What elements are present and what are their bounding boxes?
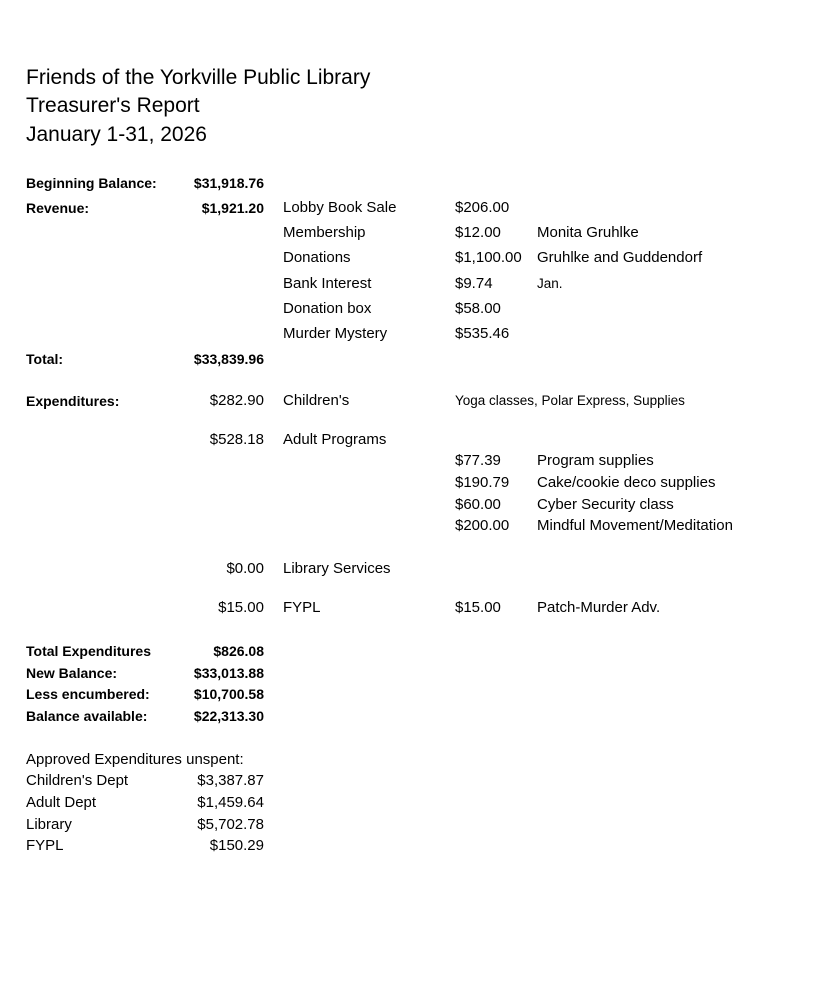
approved-row-label: Children's Dept: [26, 772, 129, 789]
approved-row-value: $150.29: [209, 837, 264, 854]
beginning-balance-label: Beginning Balance:: [26, 175, 157, 191]
expenditure-amount: $15.00: [218, 599, 264, 616]
revenue-item-amount: $9.74: [455, 275, 493, 292]
expenditure-category: Children's: [283, 392, 350, 409]
report-period: January 1-31, 2026: [26, 123, 207, 146]
approved-row-label: Library: [26, 816, 72, 833]
total-label: Total:: [26, 351, 64, 367]
expenditure-detail-amount: $200.00: [455, 517, 510, 534]
report-org-title: Friends of the Yorkville Public Library: [26, 66, 371, 89]
expenditure-detail-note: Program supplies: [537, 452, 654, 469]
revenue-item-amount: $58.00: [455, 300, 501, 317]
revenue-item-name: Murder Mystery: [283, 325, 388, 342]
revenue-item-note: Gruhlke and Guddendorf: [537, 249, 703, 266]
revenue-item-note: Monita Gruhlke: [537, 224, 639, 241]
total-value: $33,839.96: [193, 351, 264, 367]
expenditure-detail-note: Mindful Movement/Meditation: [537, 517, 733, 534]
revenue-item-note: Jan.: [537, 276, 563, 291]
expenditure-note: Yoga classes, Polar Express, Supplies: [455, 393, 685, 408]
revenue-item-amount: $535.46: [455, 325, 510, 342]
approved-row-value: $3,387.87: [197, 772, 264, 789]
expenditure-amount: $528.18: [209, 431, 264, 448]
revenue-item-name: Membership: [283, 224, 366, 241]
expenditure-detail-note: Cake/cookie deco supplies: [537, 474, 716, 491]
expenditures-label: Expenditures:: [26, 393, 120, 409]
approved-row-value: $5,702.78: [197, 816, 264, 833]
summary-label: Less encumbered:: [26, 686, 150, 702]
summary-value: $33,013.88: [193, 665, 264, 681]
approved-row-label: Adult Dept: [26, 794, 97, 811]
expenditure-category: Adult Programs: [283, 431, 387, 448]
summary-label: New Balance:: [26, 665, 118, 681]
beginning-balance-value: $31,918.76: [193, 175, 264, 191]
expenditure-detail-note: Patch-Murder Adv.: [537, 599, 661, 616]
revenue-item-amount: $206.00: [455, 199, 510, 216]
revenue-item-name: Lobby Book Sale: [283, 199, 397, 216]
summary-label: Total Expenditures: [26, 643, 151, 659]
expenditure-amount: $0.00: [226, 560, 264, 577]
summary-value: $22,313.30: [193, 708, 264, 724]
summary-value: $10,700.58: [193, 686, 264, 702]
expenditure-detail-note: Cyber Security class: [537, 496, 674, 513]
revenue-item-name: Bank Interest: [283, 275, 372, 292]
revenue-item-amount: $1,100.00: [455, 249, 522, 266]
revenue-total: $1,921.20: [201, 200, 264, 216]
expenditure-detail-amount: $15.00: [455, 599, 501, 616]
expenditure-category: Library Services: [283, 560, 391, 577]
expenditure-detail-amount: $77.39: [455, 452, 501, 469]
approved-title: Approved Expenditures unspent:: [26, 751, 244, 768]
approved-row-value: $1,459.64: [197, 794, 264, 811]
expenditure-detail-amount: $190.79: [455, 474, 510, 491]
expenditure-amount: $282.90: [209, 392, 264, 409]
summary-label: Balance available:: [26, 708, 148, 724]
revenue-item-name: Donation box: [283, 300, 372, 317]
expenditure-category: FYPL: [283, 599, 321, 616]
expenditure-detail-amount: $60.00: [455, 496, 501, 513]
revenue-item-name: Donations: [283, 249, 351, 266]
revenue-item-amount: $12.00: [455, 224, 501, 241]
report-title: Treasurer's Report: [26, 94, 200, 117]
revenue-label: Revenue:: [26, 200, 90, 216]
summary-value: $826.08: [213, 643, 264, 659]
approved-row-label: FYPL: [26, 837, 64, 854]
